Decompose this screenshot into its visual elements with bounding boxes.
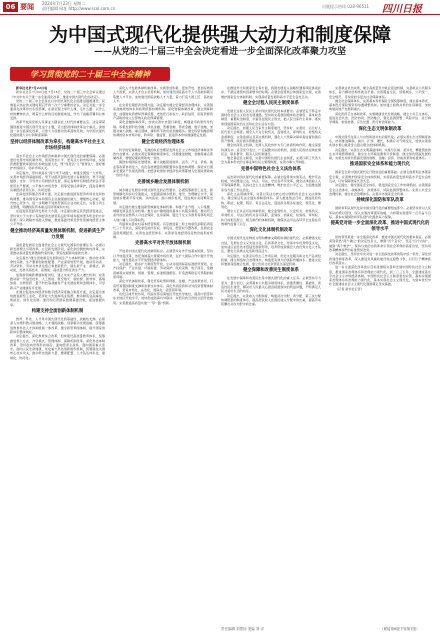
body-paragraph: 党的二十届三中全会是在以中国式现代化全面推进强国建设、民族复兴伟业的关键时期召开的一次十分重要的会议。决定对进一步全面深化改革作出系统部署，在新征程上举什么旗、走什么路、以什么样的精神状态、朝着什么样的目标继续前进，作出了战略部署和总体安排。: [10, 98, 105, 121]
section-subheading: 健全宏观经济治理体系: [141, 139, 185, 145]
body-paragraph: 决定提出健全推进新型城镇化体制机制。构建产业升级、人口集聚、城镇发展良性互动机制。推行由户籍地提供基本公共服务制度，推动符合条件的农业转移人口社会保险、住房保障、随迁子女义务教育等享有同迁入地户籍人口同等权利。: [113, 204, 213, 222]
section-subheading: 完善高水平对外开放体制机制: [135, 241, 191, 247]
body-paragraph: 决定提出，坚持党中央对进一步全面深化改革的集中统一领导，深化党的建设制度改革，深入推进党风廉政建设和反腐败斗争，以钉钉子精神抓好改革落实。: [329, 252, 431, 265]
body-paragraph: 深化医药卫生体制改革，实施健康优先发展战略，健全公共卫生体系，促进社会共治、医防协同、医防融合，强化监测预警、风险评估、流行病学调查、检验检测、应急处置、医疗救治等能力。: [329, 111, 431, 125]
series-banner: 学习贯彻党的二十届三中全会精神: [10, 67, 170, 81]
body-paragraph: 开放是中国式现代化的鲜明标识。必须坚持对外开放基本国策，坚持以开放促改革，依托我国超大规模市场优势，在扩大国际合作中提升开放能力，建设更高水平开放型经济新体制。: [113, 249, 213, 262]
body-paragraph: （记者 新华社记者）: [335, 286, 364, 291]
body-paragraph: 高水平社会主义市场经济体制是中国式现代化的重要保障。必须更好发挥市场机制作用，创造更加公平、更有活力的市场环境，实现资源配置效率最优化和效益最大化，既“放得活”又“管得住”，更好维护市场秩序、弥补市场失灵。: [10, 153, 105, 171]
body-paragraph: 高质量发展是全面建设社会主义现代化国家的首要任务。必须以新发展理念引领改革，立足新发展阶段，深化供给侧结构性改革，完善推动高质量发展激励约束机制，塑造发展新动能新优势。: [10, 242, 105, 256]
body-paragraph: 法治是中国式现代化的重要保障。必须全面贯彻实施宪法，维护宪法权威，协同推进立法、执法、司法、守法各环节改革，健全法律面前人人平等保障机制，弘扬社会主义法治精神，维护社会公平正义，全面推进国家各方面工作法治化。: [221, 174, 321, 192]
body-paragraph: 决定提出“健全因地制宜发展新质生产力体制机制”。推动技术革命性突破、生产要素创新性配置、产业深度转型升级，推动劳动者、劳动资料、劳动对象优化组合和更新跃升，催生新产业、新模式、新动能，发展以高技术、高效能、高质量为特征的生产力。: [10, 255, 105, 273]
section-subheading: 健全全过程人民民主制度体系: [243, 100, 299, 106]
body-paragraph: 深化人才发展体制机制改革。实施更加积极、更加开放、更加有效的人才政策，完善人才自主培养机制，加快建设国家高水平人才高地和吸引集聚人才平台。加快建设国家战略人才力量，着力打造大国工匠、高技能人才。: [113, 86, 213, 103]
section-subheading: 健全推动经济高质量发展体制机制，促进新质生产力发展: [10, 228, 105, 240]
article-subheadline: ——从党的二十届三中全会决定看进一步全面深化改革聚力攻坚: [93, 47, 346, 57]
body-paragraph: 新华社北京7月22日电 7月18日，党的二十届三中全会审议通过《中共中央关于进一步全面深化改革、推进中国式现代化的决定》。: [10, 90, 105, 99]
body-paragraph: 在健全促进实体经济和数字经济深度融合制度方面，决定提出加快推进新型工业化，培育壮大先进制造业集群，推动制造业高端化、智能化、绿色化发展。建设和运营国家数据基础设施，促进数据共享。: [10, 289, 105, 307]
body-paragraph: 完善就业优先政策，健全高质量充分就业促进机制，完善就业公共服务体系，着力解决结构性就业矛盾。完善覆盖全民、统筹城乡、公平统一、安全规范、可持续的多层次社会保障体系。: [329, 86, 431, 99]
body-paragraph: 在促进民营经济发展壮大方面，决定提出制定民营经济促进法，坚持致力于为非公有制经济发展营造良好环境和提供更多机会的方针政策。深入破除市场准入壁垒，推进基础设施竞争性领域向经营主体公平开放。: [10, 209, 105, 227]
section-subheading: 完善城乡融合发展体制机制: [137, 179, 189, 185]
body-paragraph: 健全社会保障体系，完善基本养老保险全国统筹制度，健全基本养老、基本医疗保险筹资和待遇调整机制。加快建立租购并举的住房制度，加快构建房地产发展新模式。: [329, 98, 431, 112]
body-paragraph: 健全基层民主制度，完善中国特色现代企业制度，完善以职工代表大会为基本形式的企事业单位民主管理制度，完善办事公开制度。: [221, 156, 321, 165]
date-line: [42, 1, 115, 11]
article-column-1: [10, 86, 105, 616]
body-paragraph: 进一步全面深化改革的总目标是继续完善和发展中国特色社会主义制度，推进国家治理体系和治理能力现代化。到二〇三五年，全面建成高水平社会主义市场经济体制，中国特色社会主义制度更加完善，基本实现国家治理体系和治理能力现代化，基本实现社会主义现代化，为到本世纪中叶全面建成社会主义现代化强国奠定坚实基础。: [329, 265, 431, 287]
newspaper-masthead: 四川日报: [382, 4, 422, 15]
body-paragraph: 发展全过程人民民主是中国式现代化的本质要求。必须坚定不移走中国特色社会主义政治发展道路，坚持和完善我国根本政治制度、基本政治制度、重要政治制度，丰富各层级民主形式，把人民当家作主具体、现实体现到国家政治生活和社会生活各方面。: [221, 108, 321, 126]
body-paragraph: 国防和军队现代化是中国式现代化的重要组成部分。必须坚持党对人民军队的绝对领导，深入实施改革强军战略，为如期实现建军一百年奋斗目标、基本实现国防和军队现代化提供有力保障。: [329, 206, 431, 219]
section-subheading: 坚持以经济体制改革为牵引，构建高水平社会主义市场经济体制: [10, 139, 105, 151]
body-paragraph: 巩固和完善农村基本经营制度。有序推进第二轮土地承包到期后再延长三十年试点，深化承包地所有权、承包权、经营权分置改革，发展农业适度规模经营。完善农业经营体系，完善承包地经营权流转价格形成机制。: [113, 222, 213, 239]
body-paragraph: 加强新领域新赛道制度供给，建立未来产业投入增长机制，完善推动新一代信息技术、人工智能、航空航天、新能源、新材料、高端装备、生物医药、量子科技等战略性产业发展政策和治理体系，引导新兴产业健康有序发展。: [10, 272, 105, 290]
body-paragraph: 决定提出，稳步扩大制度型开放，主动对接国际高标准经贸规则，在产权保护、产业补贴、环境标准、劳动保护、政府采购、电子商务、金融领域等实现规则、规制、管理、标准相通相容，打造透明稳定可预期的制度环境。: [113, 262, 213, 279]
section-subheading: 持续深化国防和军队改革: [356, 198, 404, 204]
section-subheading: 提高党对进一步全面深化改革、推进中国式现代化的领导水平: [330, 221, 430, 233]
body-paragraph: 在发展中保障和改善民生是中国式现代化的重大任务。必须坚持尽力而为、量力而行，完善基本公共服务制度体系，加强普惠性、基础性、兜底性民生建设，解决好人民最关心最直接最现实的利益问题，不断满足人民对美好生活的向往。: [221, 276, 321, 294]
body-paragraph: 深化立法领域改革，完善以宪法为核心的中国特色社会主义法律体系，健全保证宪法全面实施制度体系。深入推进依法行政，推进政府机构、职能、权限、程序、责任法定化，促进政务服务标准化、规范化、便利化。: [221, 191, 321, 209]
body-paragraph: 优化区域开放布局，巩固东部沿海地区开放先导地位，提高中西部和东北地区开放水平，加快形成陆海内外联动、东西双向互济的全面开放格局。完善推进高质量共建“一带一路”机制。: [113, 292, 213, 305]
body-paragraph: 健全公正执法司法体制机制，健全监察机关、公安机关、检察机关、审判机关、司法行政机关各司其职，监察权、侦查权、检察权、审判权、执行权相互配合、相互制约的体制机制，确保执法司法各环节全过程在有效制约监督下运行。: [221, 209, 321, 227]
section-name: 要闻: [20, 3, 34, 11]
section-subheading: 构建支持全面创新体制机制: [31, 309, 84, 315]
page-number: 06: [3, 2, 18, 12]
body-paragraph: 决定提出，完善收入分配制度，构建初次分配、再分配、第三次分配协调配套的制度体系，提高居民收入在国民收入分配中的比重，提高劳动报酬在初次分配中的比重。: [221, 293, 321, 307]
body-paragraph: 围绕实施国家发展规划、重大战略促进财政、货币、产业、价格、就业等政策协同发力，优化各类增量资源配置和存量结构调整。探索实行国家宏观资产负债表管理。把经济政策和非经济性政策都纳入宏观政策取向一致性评估。: [113, 160, 213, 178]
body-paragraph: 改革开放是党和人民事业大踏步赶上时代的重要法宝。决定紧紧围绕推进中国式现代化这个主题，突出经济体制改革这个重点，谋划进一步全面深化改革，以更大力度推动改革落地见效，为中国式现代化提供强大动力和制度保障。: [10, 120, 105, 138]
body-paragraph: 决定提出，加强人民当家作主制度建设，坚持好、完善好、运行好人民代表大会制度。健全人大对行政机关、监察机关、审判机关、检察机关监督制度，完善监督法及其实施机制，强化人大预算决算审查监督和国有资产管理、政府债务管理监督。: [221, 126, 321, 143]
body-paragraph: 决定提出，深化教育综合改革，加快建设高质量教育体系，统筹推进育人方式、办学模式、管理体制、保障机制改革。深化科技体制改革，坚持面向世界科技前沿、面向经济主战场、面向国家重大需求、面向人民生命健康，优化重大科技创新组织机制，统筹强化关键核心技术攻关，推动科技创新力量、要素配置、人才队伍体系化、建制化、协同化。: [10, 334, 105, 360]
body-paragraph: 决定提出，完善意识形态工作责任制，优化文化服务和文化产品供给机制，健全网络综合治理体系，构建更有效力的国际传播体系。推进文化和旅游深度融合发展，建立优质文化资源直达基层机制。: [221, 253, 321, 267]
body-paragraph: 中国式现代化是人与自然和谐共生的现代化。必须完善生态文明制度体系，协同推进降碳、减污、扩绿、增长，积极应对气候变化，加快完善落实绿水青山就是金山银山理念的体制机制。: [329, 134, 431, 148]
section-subheading: 健全保障和改善民生制度体系: [243, 268, 299, 274]
editor-web-line: 责任编辑 网址 http://www.scol.com.cn: [42, 6, 116, 11]
body-paragraph: 在完善宏观经济治理方面，决定提出健全宏观经济治理体系，完善国家战略规划体系和政策统筹协调机制。深化财税体制改革，健全预算制度，加强财政资源和预算统筹，把依托行政权力、政府信用、国有资源资产获取的收入全部纳入政府预算管理。: [113, 103, 213, 121]
body-paragraph: 教育、科技、人才是中国式现代化的基础性、战略性支撑。必须深入实施科教兴国战略、人才强国战略、创新驱动发展战略，统筹推进教育科技人才体制机制一体改革，健全新型举国体制，提升国家创新体系整体效能。: [10, 317, 105, 334]
article-column-3: [221, 86, 321, 616]
body-paragraph: 中国式现代化是物质文明和精神文明相协调的现代化。必须增强文化自信，发展社会主义先进文化，弘扬革命文化，传承中华优秀传统文化，加快适应信息技术迅猛发展新形势，培育形成规模宏大的优秀文化人才队伍，激发全民族文化创新创造活力。: [221, 236, 321, 254]
body-paragraph: 决定提出，坚持和落实“两个毫不动摇”，构建全国统一大市场，完善市场经济基础制度。毫不动摇巩固和发展公有制经济，毫不动摇鼓励、支持、引导非公有制经济发展，保证各种所有制经济依法平等使用生产要素、公平参与市场竞争、同等受到法律保护，促进各种所有制经济优势互补、共同发展。: [10, 170, 105, 192]
footer-editors: 责任编辑 刘思扬 美编 刘 洋: [221, 627, 264, 631]
publish-date: 2024年7月23日 星期二: [42, 1, 86, 6]
article-column-4: [329, 86, 431, 616]
section-subheading: 推进国家安全体系和能力现代化: [349, 162, 411, 168]
body-paragraph: 深化金融体制改革，加快完善中央银行制度，畅通货币政策传导机制。积极发展科技金融、绿色金融、普惠金融、养老金融、数字金融，加强对重大战略、重点领域、薄弱环节的优质金融服务。健全投资和融资相协调的资本市场功能，防风险、强监管，促进资本市场健康稳定发展。: [113, 120, 213, 138]
section-subheading: 深化文化体制机制改革: [249, 228, 293, 234]
body-paragraph: 深化外贸体制改革，强化贸易政策和财税、金融、产业政策协同，打造贸易强国制度支撑和政策支持体系。深化外商投资和对外投资管理体制改革，营造市场化、法治化、国际化一流营商环境。: [113, 279, 213, 292]
byline: 新华社北京7月22日电: [16, 86, 48, 90]
section-subheading: 深化生态文明体制改革: [358, 126, 402, 132]
body-paragraph: 城乡融合发展是中国式现代化的必然要求。必须统筹新型工业化、新型城镇化和乡村全面振兴，全面提高城乡规划、建设、治理融合水平，促进城乡要素平等交换、双向流动，缩小城乡差别，促进城乡共同繁荣发展。: [113, 187, 213, 205]
hotline: 问题提示热线 028-96511: [322, 4, 370, 9]
article-column-2: [113, 86, 213, 616]
footer-continuation: （紧接第6版下转第7版）: [380, 627, 420, 631]
body-paragraph: 决定提出，健全国家安全体系，强化国家安全工作协调机制，完善国家安全法治体系、战略体系、政策体系、风险监测预警体系。完善公共安全治理机制，健全社会治理体系，完善涉外国家安全机制。: [329, 183, 431, 196]
page-header: [0, 0, 440, 15]
body-paragraph: 党的领导是进一步全面深化改革、推进中国式现代化的根本保证。必须深刻领悟“两个确立”的决定性意义，增强“四个意识”、坚定“四个自信”、做到“两个维护”，保持以党的自我革命引领社会革命的高度自觉，坚持用改革精神和严的标准管党治党。: [329, 235, 431, 253]
body-paragraph: 在深化国资国企改革方面，决定提出推进国有经济布局优化和结构调整，推动国有资本和国有企业做强做优做大，增强核心功能，提升核心竞争力。进一步明晰不同类型国有企业功能定位，完善主责主业管理，明确国有资本重点投资领域和方向。: [10, 192, 105, 210]
body-paragraph: 国家安全是中国式现代化行稳致远的重要基础。必须全面贯彻总体国家安全观，完善维护国家安全体制机制，实现高质量发展和高水平安全良性互动，切实保障国家长治久安。: [329, 170, 431, 184]
body-paragraph: 在推进外交和国家安全等方面，我国发展进入战略机遇和风险挑战并存、不确定难预料因素增多的时期。必须全面贯彻总体国家安全观，完善维护国家安全体制机制，实现高质量发展和高水平安全良性互动。: [221, 86, 321, 99]
body-paragraph: 决定提出，完善生态文明基础体制，实施分区域、差异化、精准管控的生态环境管理制度，健全生态环境监测和评价制度。健全绿色低碳发展机制，实施支持绿色低碳发展的财税、金融、投资、价格政策和标准体系。: [329, 147, 431, 161]
body-paragraph: 科学的宏观调控，有效的政府治理是发挥社会主义市场经济体制优势的内在要求。必须完善宏观调控制度体系，统筹推进财税、金融等重点领域改革，增强宏观政策取向一致性。: [113, 147, 213, 161]
section-subheading: 完善中国特色社会主义法治体系: [240, 166, 302, 172]
body-paragraph: 健全协商民主机制，发挥人民政协作为专门协商机构作用，健全深度协商互动、意见充分表达、广泛凝聚共识的机制，加强人民政协反映社情民意、联系群众、服务人民机制建设。: [221, 143, 321, 156]
article-headline: 为中国式现代化提供强大动力和制度保障: [48, 24, 391, 46]
